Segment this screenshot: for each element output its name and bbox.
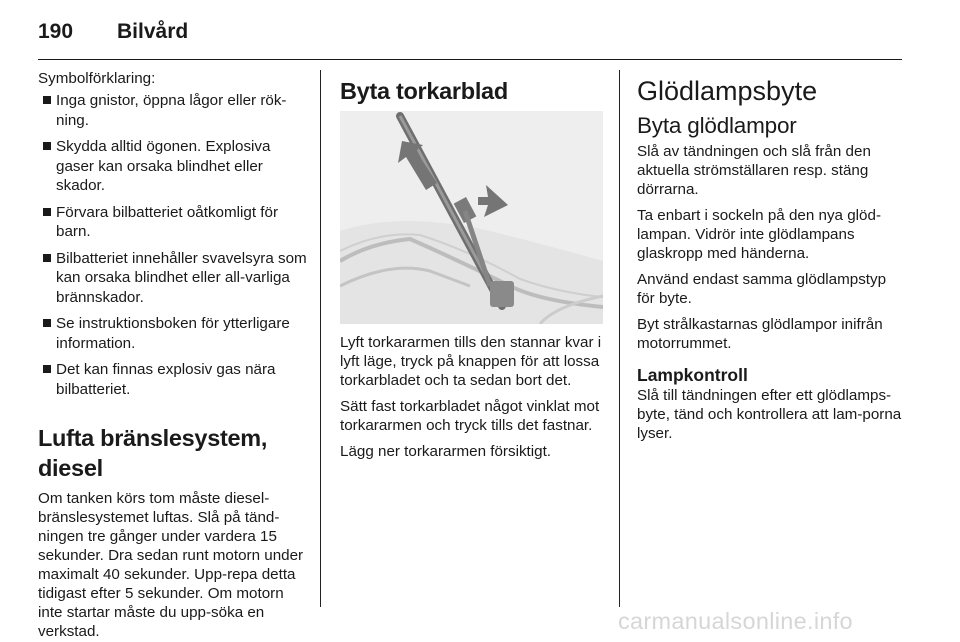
bulb-paragraph: Byt strålkastarnas glödlampor inifrån motorrummet. xyxy=(637,316,883,352)
legend-item xyxy=(38,314,310,353)
header-divider xyxy=(38,59,902,60)
wiper-paragraph: Sätt fast torkarbladet något vinklat mot torkararmen och tryck tills det fastnar. xyxy=(340,398,600,434)
section-text-fuel-bleed: Om tanken körs tom måste diesel-bränslesystemet luftas. Slå på tänd-ningen tre gånger under vardera 15 sekunder. Dra sedan runt motorn under maximalt 40 sekunder. Upp-repa detta tidigast efter 5 sekunder. Om motorn inte startar måste du upp-söka en verkstad. xyxy=(38,490,304,640)
section-heading-fuel-bleed: Lufta bränslesystem, diesel xyxy=(38,425,268,481)
column-middle xyxy=(340,62,604,106)
page-number: 190 xyxy=(38,20,74,43)
subheading-lamp-check: Lampkontroll xyxy=(637,365,748,385)
legend-item-text: Det kan finnas explosiv gas nära bilbatteriet. xyxy=(56,361,276,398)
page-header xyxy=(0,0,960,60)
legend-intro: Symbolförklaring: xyxy=(38,70,156,87)
wiper-blade-icon xyxy=(340,111,603,324)
page-title: Bilvård xyxy=(117,20,189,43)
legend-item xyxy=(38,137,310,196)
legend-item-text: Inga gnistor, öppna lågor eller rök-ning. xyxy=(56,92,287,129)
wiper-instructions xyxy=(340,333,604,468)
section-heading-wiper: Byta torkarblad xyxy=(340,78,508,104)
bulb-paragraph: Slå av tändningen och slå från den aktuella strömställaren resp. stäng dörrarna. xyxy=(637,143,871,198)
column-divider-1 xyxy=(320,70,321,607)
bullet-icon xyxy=(43,254,51,262)
legend-item xyxy=(38,203,310,242)
subheading-replace-bulbs: Byta glödlampor xyxy=(637,113,797,138)
column-divider-2 xyxy=(619,70,620,607)
legend-item xyxy=(38,360,310,399)
wiper-paragraph: Lägg ner torkararmen försiktigt. xyxy=(340,443,552,460)
wiper-blade-figure xyxy=(340,111,603,324)
column-left xyxy=(38,62,310,641)
legend-item xyxy=(38,249,310,308)
bulb-paragraph: Ta enbart i sockeln på den nya glöd-lampan. Vidrör inte glödlampans glaskropp med händerna. xyxy=(637,207,881,262)
bulb-paragraph: Använd endast samma glödlampstyp för byte. xyxy=(637,271,887,307)
legend-list xyxy=(38,91,310,399)
lamp-check-text: Slå till tändningen efter ett glödlamps-byte, tänd och kontrollera att lam-porna lyser. xyxy=(637,387,902,442)
bullet-icon xyxy=(43,365,51,373)
bullet-icon xyxy=(43,96,51,104)
legend-item-text: Bilbatteriet innehåller svavelsyra som kan orsaka blindhet eller all-varliga brännskador. xyxy=(56,249,307,306)
legend-item xyxy=(38,91,310,130)
section-heading-bulb-replacement: Glödlampsbyte xyxy=(637,76,818,106)
watermark: carmanualsonline.info xyxy=(618,608,853,634)
legend-item-text: Skydda alltid ögonen. Explosiva gaser kan orsaka blindhet eller skador. xyxy=(56,138,271,194)
bullet-icon xyxy=(43,208,51,216)
bullet-icon xyxy=(43,319,51,327)
bullet-icon xyxy=(43,142,51,150)
legend-item-text: Se instruktionsboken för ytterligare information. xyxy=(56,315,290,352)
column-right xyxy=(637,62,907,443)
wiper-paragraph: Lyft torkararmen tills den stannar kvar i lyft läge, tryck på knappen för att lossa torkarbladet och ta sedan bort det. xyxy=(340,334,602,389)
legend-item-text: Förvara bilbatteriet oåtkomligt för barn. xyxy=(56,203,278,240)
